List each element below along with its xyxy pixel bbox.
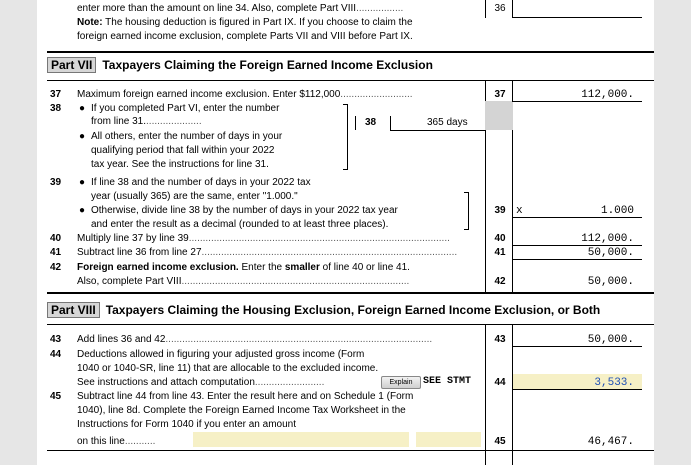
line38-bullet2c: tax year. See the instructions for line 31. [91,159,269,170]
part8-label: Part VIII [47,302,100,318]
form-2555-page [37,0,654,465]
col-divider [485,0,486,18]
part8-header-rule [47,324,654,325]
line43-text-span: Add lines 36 and 42 [77,334,166,345]
line43-number: 43 [50,334,62,345]
line37-text-span: Maximum foreign earned income exclusion. Enter $112,000 [77,89,341,100]
line45-box: 45 [494,436,506,447]
line39-bullet1a: If line 38 and the number of days in your 2022 tax [91,177,311,188]
note-text-2: foreign earned income exclusion, complete Parts VII and VIII before Part IX. [77,31,413,42]
shaded-cell [485,101,513,130]
line44-text-c: See instructions and attach computation......................... [77,377,325,388]
part8-rule [47,292,654,294]
line38-underline [390,130,485,131]
line40-underline [512,245,642,246]
line40-text: Multiply line 37 by line 39.............................................................................................. [77,233,450,244]
line45-text-b: 1040), line 8d. Complete the Foreign Earned Income Tax Worksheet in the [77,405,406,416]
line38-box-divider [355,116,356,130]
line38-brace [343,104,348,170]
line44-stmt[interactable]: SEE STMT [423,376,472,387]
line42-text [77,262,410,274]
line43-text: Add lines 36 and 42................................................................................................ [77,334,433,345]
line38-bullet2a: All others, enter the number of days in your [91,131,283,142]
line43-underline [512,346,642,347]
line37-box: 37 [494,89,506,100]
line39-number: 39 [50,177,62,188]
line42-text-span: Enter the [238,262,285,273]
line44-text-b: 1040 or 1040-SR, line 11) that are allocable to the excluded income. [77,363,379,374]
line38-bullet1b-span: from line 31. [91,116,147,127]
line44-underline [512,389,642,390]
line39-underline [512,217,642,218]
line42-text3-span: Also, complete Part VIII [77,276,182,287]
line39-box: 39 [494,205,506,216]
line45-amount[interactable]: 46,467. [587,436,634,448]
line43-box: 43 [494,334,506,345]
line40-number: 40 [50,233,62,244]
line43-amount[interactable]: 50,000. [587,334,634,346]
line38-number: 38 [50,103,62,114]
line44-amount[interactable]: 3,533. [594,377,634,389]
line40-text-span: Multiply line 37 by line 39 [77,233,189,244]
line40-amount[interactable]: 112,000. [581,233,634,245]
line38-value[interactable]: 365 days [427,117,468,128]
bullet-icon: ● [79,131,86,142]
line45-number: 45 [50,391,62,402]
part7-header [47,57,433,74]
line38-bullet1a: If you completed Part VI, enter the number [91,103,280,114]
line42-number: 42 [50,262,62,273]
line41-underline [512,259,642,260]
part8-header [47,302,600,319]
line39-bullet2a: Otherwise, divide line 38 by the number of days in your 2022 tax year [91,205,398,216]
line37-underline [512,101,642,102]
part8-title: Taxpayers Claiming the Housing Exclusion, Foreign Earned Income Exclusion, or Both [105,303,601,317]
line41-box: 41 [494,247,506,258]
line36-underline [512,17,642,18]
line39-amount[interactable]: 1.000 [600,205,634,217]
line41-amount[interactable]: 50,000. [587,247,634,259]
line42-smaller: smaller [284,262,320,273]
line42-bold: Foreign earned income exclusion. [77,262,239,273]
line36-text: enter more than the amount on line 34. Also, complete Part VIII................. [77,3,404,14]
line45-text-a: Subtract line 44 from line 43. Enter the result here and on Schedule 1 (Form [77,391,414,402]
col-divider [485,324,486,465]
line44-number: 44 [50,349,62,360]
line37-amount[interactable]: 112,000. [581,89,634,101]
bullet-icon: ● [79,103,86,114]
part7-label: Part VII [47,57,96,73]
line41-text: Subtract line 36 from line 27............................................................................................ [77,247,458,258]
line40-box: 40 [494,233,506,244]
part7-header-rule [47,80,654,81]
line38-box: 38 [365,117,377,128]
part7-title: Taxpayers Claiming the Foreign Earned Income Exclusion [102,58,433,72]
note-label: Note: [77,17,103,28]
line45-bottom-rule [47,450,654,451]
line44-box: 44 [494,377,506,388]
line42-amount[interactable]: 50,000. [587,276,634,288]
line42-box: 42 [494,276,506,287]
line44-text-c-span: See instructions and attach computation [77,377,255,388]
line37-text: Maximum foreign earned income exclusion. Enter $112,000.......................... [77,89,413,100]
line38-bullet2b: qualifying period that fall within your 2022 [91,145,275,156]
line39-x: x [516,205,523,217]
line38-box-divider [390,116,391,130]
line45-input-1[interactable] [193,432,409,447]
line39-bullet1b: year (usually 365) are the same, enter "1.000." [91,191,298,202]
bullet-icon: ● [79,205,86,216]
line36-text-span: enter more than the amount on line 34. Also, complete Part VIII [77,3,357,14]
line42-text3: Also, complete Part VIII.................................................................................. [77,276,410,287]
part7-rule [47,51,654,53]
bullet-icon: ● [79,177,86,188]
line42-text2: of line 40 or line 41. [319,262,410,273]
line45-text-d: on this line........... [77,436,156,447]
line45-text-d-span: on this line [77,436,125,447]
line37-number: 37 [50,89,62,100]
line45-text-c: Instructions for Form 1040 if you enter an amount [77,419,296,430]
line38-bullet1b: from line 31..................... [91,116,202,127]
explain-button-label: Explain [389,379,413,386]
note-text: The housing deduction is figured in Part IX. If you choose to claim the [102,17,413,28]
col-divider [512,0,513,18]
line45-input-2[interactable] [416,432,481,447]
line39-bullet2b: and enter the result as a decimal (rounded to at least three places). [91,219,389,230]
line41-text-span: Subtract line 36 from line 27 [77,247,202,258]
line39-brace [464,192,469,230]
line44-text-a: Deductions allowed in figuring your adjusted gross income (Form [77,349,365,360]
explain-button[interactable] [381,376,421,389]
line36-box: 36 [494,3,506,14]
note-line [77,17,413,29]
line41-number: 41 [50,247,62,258]
